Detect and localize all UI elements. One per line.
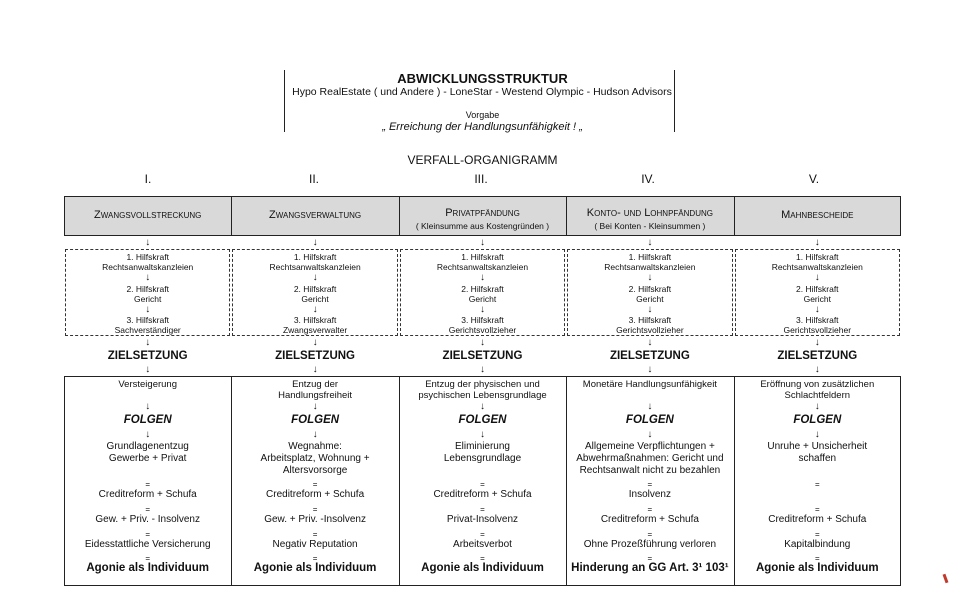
hilfskraft-line: 3. Hilfskraft xyxy=(461,315,504,325)
folgen-label: FOLGEN xyxy=(793,414,842,426)
final-outcome: Hinderung an GG Art. 3¹ 103¹ xyxy=(571,562,729,574)
equals-sign: = xyxy=(145,530,151,539)
column-numeral: III. xyxy=(474,172,488,186)
equals-sign: = xyxy=(145,505,151,514)
equals-sign: = xyxy=(814,530,820,539)
hilfskraft-line: 2. Hilfskraft xyxy=(796,284,839,294)
equals-sign: = xyxy=(814,480,820,489)
consequence-item: Gew. + Priv. - Insolvenz xyxy=(95,514,200,525)
hilfskraft-line: 1. Hilfskraft xyxy=(796,252,839,262)
hilfskraft-line: 3. Hilfskraft xyxy=(796,315,839,325)
hilfskraft-line: Rechtsanwaltskanzleien xyxy=(604,262,696,272)
arrow-down-icon: ↓ xyxy=(312,337,318,348)
folgen-text: Grundlagenentzug Gewerbe + Privat xyxy=(106,441,189,464)
arrow-down-icon: ↓ xyxy=(647,337,653,348)
column-numeral: IV. xyxy=(641,172,655,186)
arrow-down-icon: ↓ xyxy=(312,364,318,375)
consequence-item: Privat-Insolvenz xyxy=(446,514,519,525)
column-numeral: I. xyxy=(144,172,152,186)
equals-sign: = xyxy=(145,554,151,563)
consequence-item: Creditreform + Schufa xyxy=(433,489,532,500)
arrow-down-icon: ↓ xyxy=(647,429,653,440)
arrow-down-icon: ↓ xyxy=(145,429,151,440)
equals-sign: = xyxy=(480,554,485,563)
arrow-down-icon: ↓ xyxy=(814,364,820,375)
arrow-down-icon: ↓ xyxy=(814,429,820,440)
arrow-down-icon: ↓ xyxy=(814,304,820,315)
folgen-text: Unruhe + Unsicherheit schaffen xyxy=(767,441,868,464)
column-header-label: Privatpfändung xyxy=(445,207,520,219)
consequence-item: Arbeitsverbot xyxy=(453,539,512,550)
arrow-down-icon: ↓ xyxy=(145,304,151,315)
vorgabe-label: Vorgabe xyxy=(465,110,500,120)
folgen-text: Wegnahme: Arbeitsplatz, Wohnung + Altersvorsorge xyxy=(260,441,370,476)
arrow-down-icon: ↓ xyxy=(480,429,485,440)
organigramm-title: VERFALL-ORGANIGRAMM xyxy=(407,153,558,167)
hilfskraft-line: Gericht xyxy=(133,294,162,304)
consequence-item: Creditreform + Schufa xyxy=(266,489,365,500)
zielsetzung-label: ZIELSETZUNG xyxy=(777,350,858,362)
arrow-down-icon: ↓ xyxy=(647,304,653,315)
zielsetzung-label: ZIELSETZUNG xyxy=(275,350,356,362)
equals-sign: = xyxy=(480,505,485,514)
column-header-sub: ( Kleinsumme aus Kostengründen ) xyxy=(415,221,550,231)
hilfskraft-line: 3. Hilfskraft xyxy=(628,315,672,325)
final-outcome: Agonie als Individuum xyxy=(421,562,544,574)
zielsetzung-label: ZIELSETZUNG xyxy=(107,350,188,362)
arrow-down-icon: ↓ xyxy=(480,237,485,248)
equals-sign: = xyxy=(480,530,485,539)
hilfskraft-line: Gericht xyxy=(636,294,664,304)
hilfskraft-line: Gericht xyxy=(301,294,329,304)
arrow-down-icon: ↓ xyxy=(480,337,485,348)
arrow-down-icon: ↓ xyxy=(145,237,151,248)
arrow-down-icon: ↓ xyxy=(312,237,318,248)
arrow-down-icon: ↓ xyxy=(814,337,820,348)
folgen-label: FOLGEN xyxy=(291,414,340,426)
zielsetzung-label: ZIELSETZUNG xyxy=(442,350,523,362)
consequence-item: Creditreform + Schufa xyxy=(768,514,867,525)
column-header-label: Konto- und Lohnpfändung xyxy=(586,207,713,219)
hilfskraft-line: 2. Hilfskraft xyxy=(293,284,337,294)
equals-sign: = xyxy=(480,480,485,489)
final-outcome: Agonie als Individuum xyxy=(253,562,377,574)
ziel-text: Entzug der Handlungsfreiheit xyxy=(278,379,353,401)
title-left-rule xyxy=(284,70,285,132)
equals-sign: = xyxy=(647,480,653,489)
column-header-label: Mahnbescheide xyxy=(781,209,854,221)
hilfskraft-line: 2. Hilfskraft xyxy=(628,284,672,294)
folgen-label: FOLGEN xyxy=(123,414,172,426)
hilfskraft-line: 3. Hilfskraft xyxy=(126,315,169,325)
consequence-item: Insolvenz xyxy=(628,489,671,500)
arrow-down-icon: ↓ xyxy=(145,364,151,375)
arrow-down-icon: ↓ xyxy=(480,401,485,412)
hilfskraft-line: 1. Hilfskraft xyxy=(293,252,337,262)
column-header-label: Zwangsverwaltung xyxy=(269,209,362,221)
arrow-down-icon: ↓ xyxy=(312,272,318,283)
hilfskraft-line: Sachverständiger xyxy=(114,325,181,335)
folgen-label: FOLGEN xyxy=(458,414,507,426)
ziel-text: Versteigerung xyxy=(118,379,177,390)
arrow-down-icon: ↓ xyxy=(312,304,318,315)
final-outcome: Agonie als Individuum xyxy=(86,562,210,574)
red-mark xyxy=(943,574,949,583)
hilfskraft-line: 1. Hilfskraft xyxy=(461,252,504,262)
hilfskraft-line: Zwangsverwalter xyxy=(282,325,348,335)
ziel-text: Eröffnung von zusätzlichen Schlachtfeldern xyxy=(760,379,875,401)
hilfskraft-line: 1. Hilfskraft xyxy=(628,252,672,262)
zielsetzung-label: ZIELSETZUNG xyxy=(609,350,690,362)
hilfskraft-line: 2. Hilfskraft xyxy=(461,284,504,294)
equals-sign: = xyxy=(647,530,653,539)
hilfskraft-line: Gerichtsvollzieher xyxy=(783,325,852,335)
consequence-item: Negativ Reputation xyxy=(272,539,358,550)
arrow-down-icon: ↓ xyxy=(312,429,318,440)
hilfskraft-line: Gerichtsvollzieher xyxy=(616,325,684,335)
folgen-text: Allgemeine Verpflichtungen + Abwehrmaßnahmen: Gericht und Rechtsanwalt nicht zu bezahlen xyxy=(576,441,724,476)
page-title: ABWICKLUNGSSTRUKTUR xyxy=(397,71,568,86)
hilfskraft-line: Gericht xyxy=(468,294,497,304)
equals-sign: = xyxy=(312,505,318,514)
arrow-down-icon: ↓ xyxy=(814,401,820,412)
consequence-item: Ohne Prozeßführung verloren xyxy=(583,539,717,550)
hilfskraft-line: 2. Hilfskraft xyxy=(126,284,169,294)
equals-sign: = xyxy=(647,505,653,514)
folgen-text: Eliminierung Lebensgrundlage xyxy=(443,441,522,464)
final-outcome: Agonie als Individuum xyxy=(755,562,879,574)
hilfskraft-line: Rechtsanwaltskanzleien xyxy=(102,262,194,272)
arrow-down-icon: ↓ xyxy=(647,401,653,412)
hilfskraft-line: Rechtsanwaltskanzleien xyxy=(771,262,863,272)
equals-sign: = xyxy=(312,530,318,539)
hilfskraft-line: 3. Hilfskraft xyxy=(293,315,337,325)
vorgabe-text: „ Erreichung der Handlungsunfähigkeit ! „ xyxy=(382,121,583,133)
hilfskraft-line: 1. Hilfskraft xyxy=(126,252,169,262)
consequence-item: Creditreform + Schufa xyxy=(600,514,699,525)
arrow-down-icon: ↓ xyxy=(647,237,653,248)
consequence-item: Eidesstattliche Versicherung xyxy=(84,539,211,550)
arrow-down-icon: ↓ xyxy=(145,401,151,412)
arrow-down-icon: ↓ xyxy=(647,364,653,375)
consequence-item: Gew. + Priv. -Insolvenz xyxy=(264,514,366,525)
equals-sign: = xyxy=(647,554,653,563)
arrow-down-icon: ↓ xyxy=(480,364,485,375)
arrow-down-icon: ↓ xyxy=(312,401,318,412)
hilfskraft-line: Gericht xyxy=(803,294,831,304)
equals-sign: = xyxy=(145,480,151,489)
arrow-down-icon: ↓ xyxy=(145,272,151,283)
arrow-down-icon: ↓ xyxy=(814,272,820,283)
arrow-down-icon: ↓ xyxy=(480,304,485,315)
folgen-label: FOLGEN xyxy=(625,414,674,426)
arrow-down-icon: ↓ xyxy=(145,337,151,348)
page-subtitle: Hypo RealEstate ( und Andere ) - LoneStar - Westend Olympic - Hudson Advisors xyxy=(292,86,672,98)
hilfskraft-line: Rechtsanwaltskanzleien xyxy=(269,262,361,272)
consequence-item: Creditreform + Schufa xyxy=(98,489,197,500)
ziel-text: Monetäre Handlungsunfähigkeit xyxy=(582,379,717,390)
hilfskraft-line: Rechtsanwaltskanzleien xyxy=(436,262,529,272)
column-numeral: V. xyxy=(808,172,820,186)
equals-sign: = xyxy=(814,505,820,514)
arrow-down-icon: ↓ xyxy=(647,272,653,283)
ziel-text: Entzug der physischen und psychischen Lebensgrundlage xyxy=(418,379,547,401)
column-numeral: II. xyxy=(308,172,319,186)
consequence-item: Kapitalbindung xyxy=(784,539,851,550)
hilfskraft-line: Gerichtsvollzieher xyxy=(448,325,517,335)
arrow-down-icon: ↓ xyxy=(480,272,485,283)
equals-sign: = xyxy=(312,554,318,563)
equals-sign: = xyxy=(312,480,318,489)
column-header-label: Zwangsvollstreckung xyxy=(94,209,202,221)
column-header-sub: ( Bei Konten - Kleinsummen ) xyxy=(594,221,706,231)
arrow-down-icon: ↓ xyxy=(814,237,820,248)
equals-sign: = xyxy=(814,554,820,563)
